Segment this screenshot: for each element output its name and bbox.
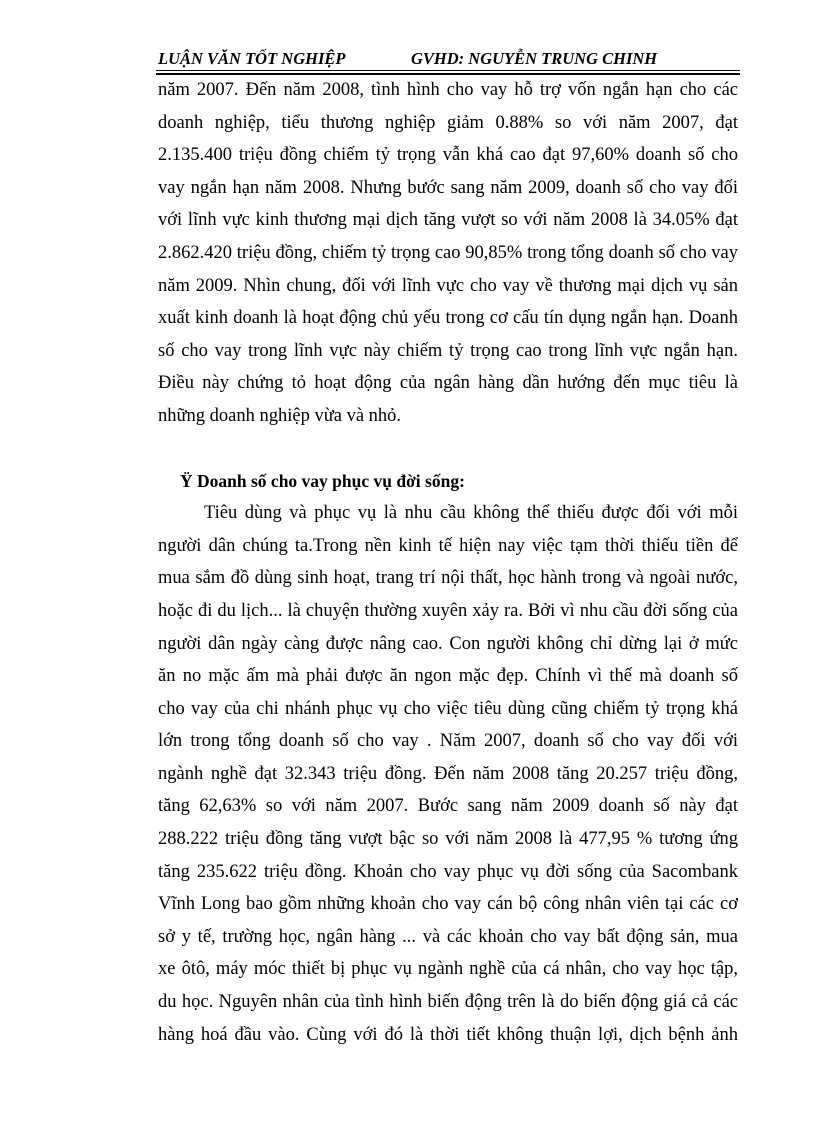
text-line: mua sắm đồ dùng sinh hoạt, trang trí nội thất, học hành trong và ngoài nước, [158, 568, 738, 589]
text-line: lớn trong tổng doanh số cho vay . Năm 2007, doanh số cho vay đối với [158, 731, 738, 752]
text-line: vay ngắn hạn năm 2008. Nhưng bước sang năm 2009, doanh số cho vay đối [158, 177, 738, 198]
paragraph-short-term-lending [158, 74, 738, 433]
text-line: Vĩnh Long bao gồm những khoản cho vay cán bộ công nhân viên tại các cơ [158, 894, 738, 915]
header-rule-thin [156, 70, 740, 71]
text-line: xuất kinh doanh là hoạt động chủ yếu trong cơ cấu tín dụng ngắn hạn. Doanh [158, 308, 738, 329]
text-line: 288.222 triệu đồng tăng vượt bậc so với năm 2008 là 477,95 % tương ứng [158, 829, 738, 850]
text-line: những doanh nghiệp vừa và nhỏ. [158, 405, 402, 426]
text-line: ăn no mặc ấm mà phải được ăn ngon mặc đẹp. Chính vì thế mà doanh số [158, 666, 738, 687]
paragraph-gap [158, 433, 738, 465]
text-line: Tiêu dùng và phục vụ là nhu cầu không thể thiếu được đối với mỗi [204, 503, 738, 524]
text-line: năm 2009. Nhìn chung, đối với lĩnh vực cho vay về thương mại dịch vụ sản [158, 275, 738, 296]
text-line: du học. Nguyên nhân của tình hình biến động trên là do biến động giá cả các [158, 992, 738, 1013]
text-line: số cho vay trong lĩnh vực này chiếm tỷ trọng cao trong lĩnh vực ngắn hạn. [158, 340, 738, 361]
text-line: với lĩnh vực kinh thương mại dịch tăng vượt so với năm 2008 là 34.05% đạt [158, 210, 738, 231]
page-header [158, 49, 738, 69]
text-line: doanh nghiệp, tiểu thương nghiệp giảm 0.88% so với năm 2007, đạt [158, 112, 738, 133]
text-line: tăng 62,63% so với năm 2007. Bước sang năm 2009 doanh số này đạt [158, 796, 738, 817]
section-heading: Ÿ Doanh số cho vay phục vụ đời sống: [180, 470, 465, 491]
text-line: hàng hoá đầu vào. Cùng với đó là thời tiết không thuận lợi, dịch bệnh ảnh [158, 1024, 738, 1045]
document-body [158, 74, 738, 1051]
text-line: 2.135.400 triệu đồng chiếm tỷ trọng vẫn khá cao đạt 97,60% doanh số cho [158, 145, 738, 166]
text-line: người dân ngày càng được nâng cao. Con người không chỉ dừng lại ở mức [158, 633, 738, 654]
text-line: năm 2007. Đến năm 2008, tình hình cho vay hỗ trợ vốn ngắn hạn cho các [158, 80, 738, 100]
paragraph-consumer-lending [158, 497, 738, 1051]
text-line: tăng 235.622 triệu đồng. Khoản cho vay phục vụ đời sống của Sacombank [158, 861, 738, 882]
text-line: người dân chúng ta.Trong nền kinh tế hiện nay việc tạm thời thiếu tiền để [158, 535, 738, 556]
text-line: 2.862.420 triệu đồng, chiếm tỷ trọng cao 90,85% trong tổng doanh số cho vay [158, 242, 738, 263]
text-line: Điều này chứng tỏ hoạt động của ngân hàng dần hướng đến mục tiêu là [158, 373, 738, 394]
header-supervisor: GVHD: NGUYỄN TRUNG CHINH [411, 49, 658, 68]
text-line: ngành nghề đạt 32.343 triệu đồng. Đến năm 2008 tăng 20.257 triệu đồng, [158, 763, 738, 784]
text-line: hoặc đi du lịch... là chuyện thường xuyên xảy ra. Bởi vì nhu cầu đời sống của [158, 600, 738, 621]
text-line: xe ôtô, máy móc thiết bị phục vụ ngành nghề của cá nhân, cho vay học tập, [158, 959, 738, 980]
text-line: sở y tế, trường học, ngân hàng ... và các khoản cho vay bất động sản, mua [158, 926, 738, 947]
text-line: cho vay của chi nhánh phục vụ cho việc tiêu dùng cũng chiếm tỷ trọng khá [158, 698, 738, 719]
header-thesis-title: LUẬN VĂN TỐT NGHIỆP [158, 49, 346, 68]
